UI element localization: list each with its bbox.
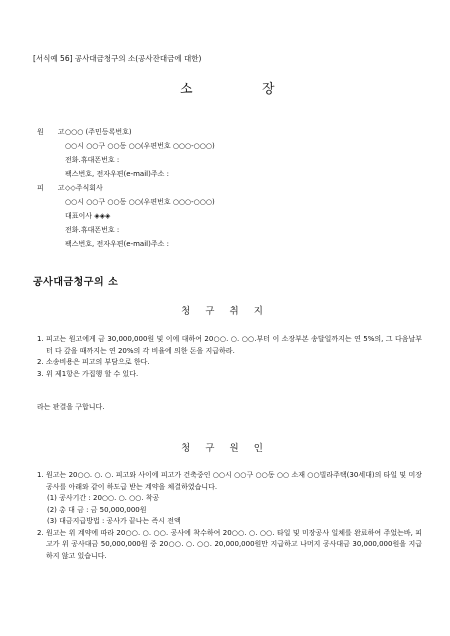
sub-item-payment: (3) 대금지급방법 : 공사가 끝나는 즉시 전액 — [47, 517, 181, 525]
list-item: 2. 원고는 위 계약에 따라 20○○. ○. ○○. 공사에 착수하여 20○○. ○. ○○. 타일 및 미장공사 일체를 완료하여 주었는바, 피고가 위 공사대금 50,000,000원 중 20○○. ○. ○○. 20,000,000원만 지급하고 나머지 공사대금 30,000,000원을 지급하지 않고 있습니다. — [37, 528, 422, 560]
defendant-phone: 전화․휴대폰번호 : — [65, 226, 120, 234]
claim-cause-title: 청 구 원 인 — [181, 443, 269, 454]
plaintiff-phone: 전화․휴대폰번호 : — [65, 156, 120, 164]
list-item: 1. 피고는 원고에게 금 30,000,000원 및 이에 대하여 20○○. ○. ○○.부터 이 소장부본 송달일까지는 연 5%의, 그 다음날부터 다 갚을 때까지는 연 20%의 각 비율에 의한 돈을 지급하라. — [37, 335, 422, 355]
plaintiff-fax-email: 팩스번호, 전자우편(e-mail)주소 : — [65, 170, 169, 178]
claim-cause-list — [37, 470, 422, 562]
defendant-representative: 대표이사 ◈◈◈ — [65, 212, 111, 220]
case-title: 공사대금청구의 소 — [33, 277, 119, 288]
defendant-label: 피 고 — [37, 184, 65, 192]
claim-purpose-title: 청 구 취 지 — [181, 306, 269, 317]
plaintiff-name: ○○○ (주민등록번호) — [65, 128, 132, 136]
plaintiff-address: ○○시 ○○구 ○○동 ○○(우편번호 ○○○-○○○) — [65, 142, 215, 150]
list-item: 2. 소송비용은 피고의 부담으로 한다. — [37, 358, 150, 366]
doc-title-char-2: 장 — [262, 82, 275, 97]
list-item: 1. 원고는 20○○. ○. ○. 피고와 사이에 피고가 건축중인 ○○시 ○○구 ○○동 ○○ 소재 ○○빌라주택(30세대)의 타일 및 미장공사를 아래와 같이 하도급 받는 계약을 체결하였습니다. — [37, 471, 422, 491]
sub-item-period: (1) 공사기간 : 20○○. ○. ○○. 착공 — [47, 494, 160, 502]
form-label: [서식예 56] 공사대금청구의 소(공사잔대금에 대한) — [33, 54, 202, 63]
defendant-address: ○○시 ○○구 ○○동 ○○(우편번호 ○○○-○○○) — [65, 198, 215, 206]
defendant-fax-email: 팩스번호, 전자우편(e-mail)주소 : — [65, 240, 169, 248]
sub-item-amount: (2) 총 대 금 : 금 50,000,000원 — [47, 505, 147, 514]
doc-title-char-1: 소 — [180, 82, 193, 97]
claim-purpose-list — [37, 334, 422, 380]
list-item: 3. 위 제1항은 가집행 할 수 있다. — [37, 369, 139, 378]
claim-closing: 라는 판결을 구합니다. — [37, 403, 105, 411]
plaintiff-label: 원 고 — [37, 128, 65, 136]
defendant-name: ◇◇주식회사 — [65, 184, 103, 192]
